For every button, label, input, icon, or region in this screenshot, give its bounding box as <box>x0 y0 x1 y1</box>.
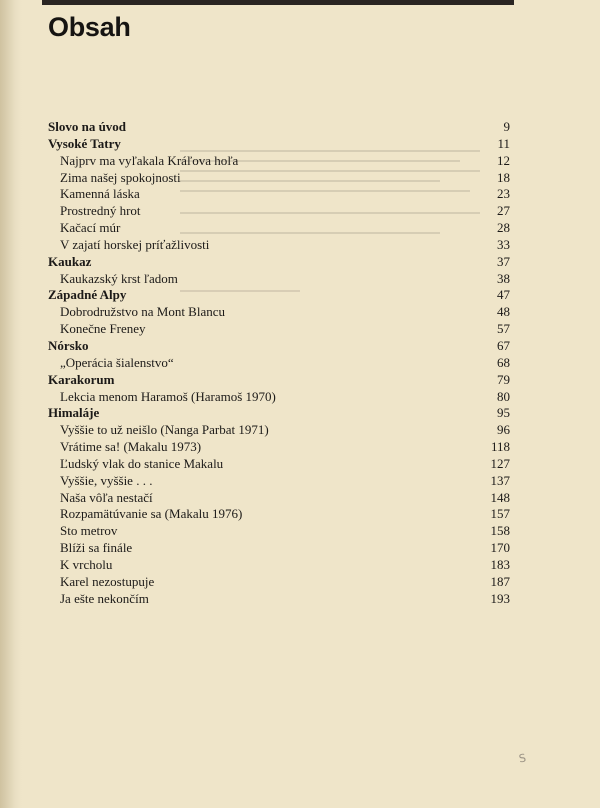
toc-entry-page: 27 <box>497 203 510 219</box>
toc-entry <box>48 321 510 338</box>
toc-entry-title: Ľudský vlak do stanice Makalu <box>60 455 224 471</box>
toc-entry-title: Sto metrov <box>60 523 118 539</box>
toc-entry-title: Nórsko <box>48 337 89 353</box>
toc-entry-title: Himaláje <box>48 405 100 421</box>
toc-entry-title: Vysoké Tatry <box>48 135 121 151</box>
toc-entry-page: 95 <box>497 405 510 421</box>
toc-entry-page: 157 <box>490 506 510 522</box>
toc-entry-page: 127 <box>490 455 510 471</box>
toc-entry-page: 47 <box>497 287 510 303</box>
toc-entry-page: 57 <box>497 321 510 337</box>
toc-entry <box>48 540 510 557</box>
toc-entry-title: V zajatí horskej príťažlivosti <box>60 236 210 252</box>
toc-entry-title: Vyššie, vyššie . . . <box>60 472 153 488</box>
toc-entry-title: Ja ešte nekončím <box>60 590 149 606</box>
toc-entry-page: 118 <box>490 439 510 455</box>
toc-entry-title: Lekcia menom Haramoš (Haramoš 1970) <box>60 388 276 404</box>
toc-entry-title: Zima našej spokojnosti <box>60 169 181 185</box>
top-rule <box>42 0 514 5</box>
toc-entry-page: 33 <box>497 236 510 252</box>
toc-entry-page: 137 <box>490 472 510 488</box>
toc-entry <box>48 490 510 507</box>
toc-entry <box>48 439 510 456</box>
toc-entry-title: Dobrodružstvo na Mont Blancu <box>60 304 226 320</box>
toc-entry <box>48 422 510 439</box>
toc-entry-title: Naša vôľa nestačí <box>60 489 153 505</box>
toc-entry <box>48 372 510 389</box>
toc-entry-page: 12 <box>497 152 510 168</box>
toc-entry <box>48 254 510 271</box>
toc-entry-title: Kačací múr <box>60 220 121 236</box>
toc-entry-page: 158 <box>490 523 510 539</box>
toc-entry <box>48 591 510 608</box>
toc-entry <box>48 557 510 574</box>
toc-entry <box>48 153 510 170</box>
toc-entry <box>48 389 510 406</box>
toc-entry-title: Kaukazský krst ľadom <box>60 270 178 286</box>
toc-entry-page: 67 <box>497 337 510 353</box>
toc-entry-title: Vrátime sa! (Makalu 1973) <box>60 439 202 455</box>
toc-entry-page: 193 <box>490 590 510 606</box>
toc-entry-title: Slovo na úvod <box>48 119 127 134</box>
toc-entry-page: 9 <box>503 119 510 134</box>
toc-entry-title: Západné Alpy <box>48 287 127 303</box>
toc-entry <box>48 574 510 591</box>
toc-entry-page: 96 <box>497 422 510 438</box>
toc-entry <box>48 473 510 490</box>
toc-entry <box>48 287 510 304</box>
toc-entry-page: 48 <box>497 304 510 320</box>
toc-entry-page: 11 <box>497 135 510 151</box>
table-of-contents <box>48 119 510 607</box>
toc-entry-page: 18 <box>497 169 510 185</box>
toc-entry-title: Konečne Freney <box>60 321 146 337</box>
toc-entry <box>48 523 510 540</box>
toc-entry-page: 28 <box>497 220 510 236</box>
toc-entry-page: 37 <box>497 253 510 269</box>
toc-entry <box>48 355 510 372</box>
toc-entry <box>48 119 510 136</box>
toc-entry <box>48 405 510 422</box>
toc-entry-title: K vrcholu <box>60 556 113 572</box>
toc-entry-page: 183 <box>490 556 510 572</box>
toc-entry-page: 79 <box>497 371 510 387</box>
page-title: Obsah <box>48 12 131 42</box>
toc-entry <box>48 506 510 523</box>
toc-entry-page: 38 <box>497 270 510 286</box>
toc-entry <box>48 338 510 355</box>
pencil-mark: S <box>517 751 528 766</box>
toc-entry-title: Kaukaz <box>48 253 92 269</box>
toc-entry <box>48 136 510 153</box>
toc-entry-title: Rozpamätúvanie sa (Makalu 1976) <box>60 506 243 522</box>
toc-entry-title: Kamenná láska <box>60 186 140 202</box>
toc-entry-title: Karakorum <box>48 371 115 387</box>
toc-entry <box>48 304 510 321</box>
toc-entry-page: 187 <box>490 573 510 589</box>
toc-entry <box>48 203 510 220</box>
toc-entry-title: „Operácia šialenstvo“ <box>60 354 174 370</box>
toc-entry <box>48 186 510 203</box>
toc-entry-title: Najprv ma vyľakala Kráľova hoľa <box>60 152 239 168</box>
toc-entry <box>48 237 510 254</box>
toc-entry <box>48 271 510 288</box>
toc-entry-page: 23 <box>497 186 510 202</box>
toc-entry <box>48 456 510 473</box>
toc-entry-title: Prostredný hrot <box>60 203 141 219</box>
toc-entry <box>48 220 510 237</box>
toc-entry-page: 68 <box>497 354 510 370</box>
toc-entry-page: 80 <box>497 388 510 404</box>
toc-entry <box>48 170 510 187</box>
page-gutter-shadow <box>0 0 22 808</box>
toc-entry-title: Vyššie to už neišlo (Nanga Parbat 1971) <box>60 422 269 438</box>
toc-entry-page: 170 <box>490 540 510 556</box>
toc-entry-title: Karel nezostupuje <box>60 573 155 589</box>
toc-entry-page: 148 <box>490 489 510 505</box>
toc-entry-title: Blíži sa finále <box>60 540 133 556</box>
